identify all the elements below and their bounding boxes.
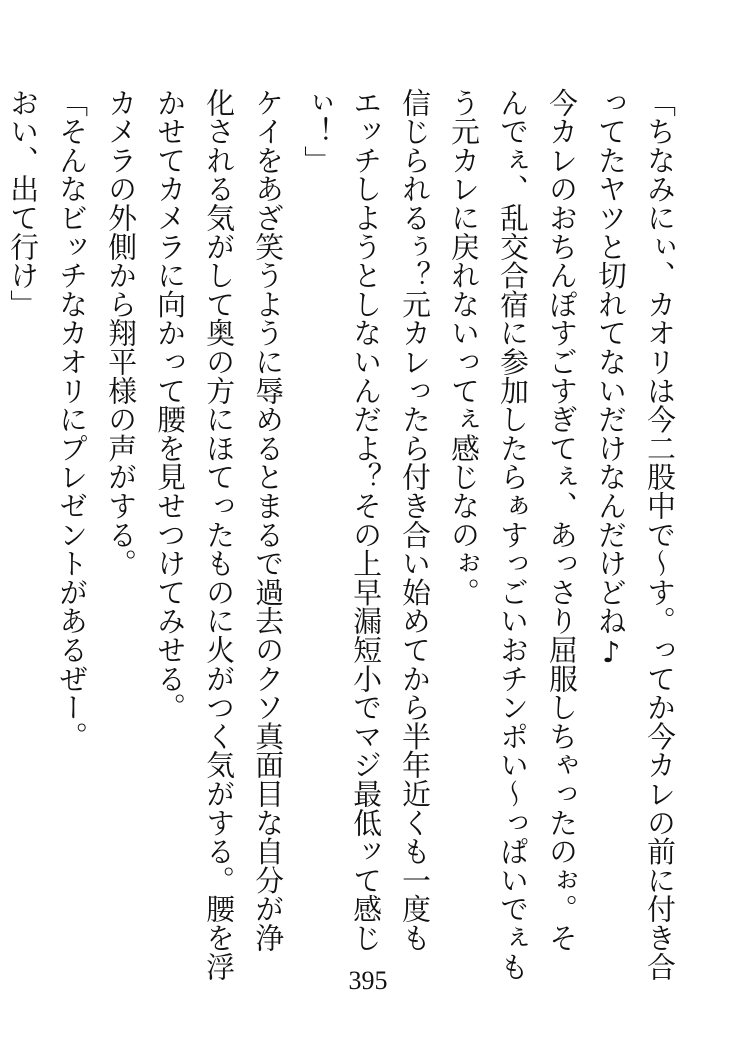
text-line-8: ぃ！」 [300,88,335,175]
text-line-10: 化される気がして奥の方にほてったものに火がつく気がする。腰を浮 [202,88,237,981]
text-line-5: う元カレに戻れないってぇ感じなのぉ。 [447,88,482,607]
text-line-6: 信じられるぅ？元カレったら付き合い始めてから半年近くも一度も [398,88,433,952]
text-line-1: 「ちなみにぃ、カオリは今二股中で〜す。ってか今カレの前に付き合 [643,88,677,981]
page-number: 395 [348,966,388,995]
text-line-9: ケイをあざ笑うように辱めるとまるで過去のクソ真面目な自分が浄 [251,88,286,952]
text-line-4: んでぇ、乱交合宿に参加したらぁすっごいおチンポい〜っぱいでぇも [496,88,531,981]
text-line-2: ってたヤツと切れてないだけなんだけどね♪ [594,88,629,670]
text-line-14: おい、出て行け」 [6,88,41,319]
text-line-11: かせてカメラに向かって腰を見せつけてみせる。 [153,88,188,722]
text-line-7: エッチしようとしないんだよ？その上早漏短小でマジ最低ッて感じ [349,88,384,952]
text-line-3: 今カレのおちんぽすごすぎてぇ、あっさり屈服しちゃったのぉ。そ [545,88,580,952]
text-line-13: 「そんなビッチなカオリにプレゼントがあるぜー。 [55,88,90,751]
text-line-12: カメラの外側から翔平様の声がする。 [104,88,139,578]
